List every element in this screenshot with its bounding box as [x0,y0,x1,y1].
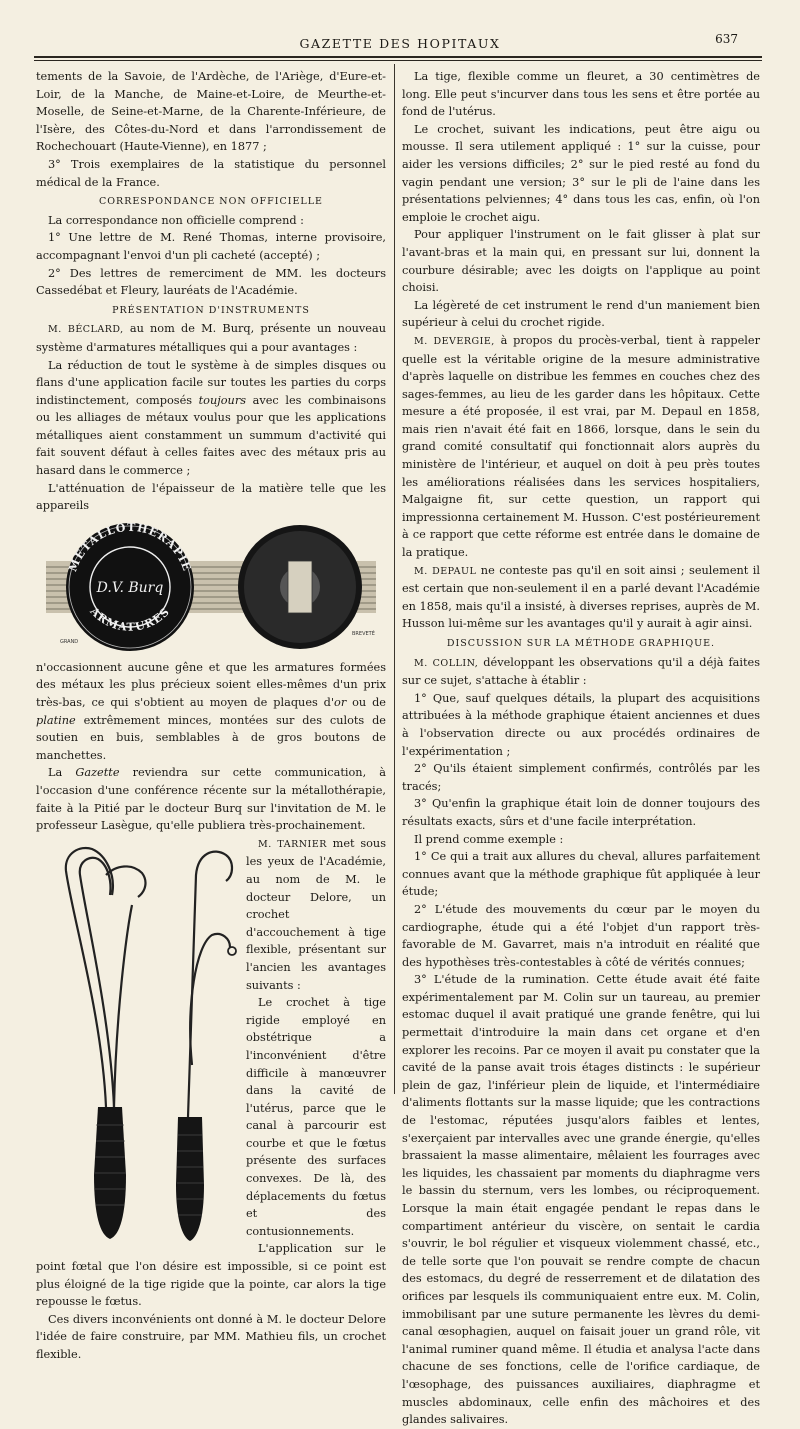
paragraph: La tige, flexible comme un fleuret, a 30 centimètres de long. Elle peut s'incurver dans tous les sens et être portée au fond de l'utérus. [402,70,760,119]
paragraph: 1° Une lettre de M. René Thomas, interne provisoire, accompagnant l'envoi d'un pli cacheté (accepté) ; [36,231,386,262]
medallion-center-text: D.V. Burq [96,579,164,596]
hook-section [36,835,386,1364]
paragraph: M. DEVERGIE, à propos du procès-verbal, tient à rappeler quelle est la véritable origine de la mesure administrative d'après laquelle on distribue les femmes en couches chez des sages-femmes, au lieu de les garder dans les hôpitaux. Cette mesure a été proposée, il est vrai, par M. Depaul en 1858, mais rien n'avait été fait en 1866, lorsque, dans le sein du grand comité consultatif qui fonctionnait alors auprès du ministère de l'intérieur, et auquel on doit à peu près toutes les améliorations réalisées dans les services hospitaliers, Malgaigne fit, sur cette question, un rapport qui impressionna certainement M. Husson. C'est postérieurement à ce rapport que cette réforme est entrée dans le domaine de la pratique. [402,333,760,560]
paragraph: Ces divers inconvénients ont donné à M. le docteur Delore l'idée de faire construire, par MM. Mathieu fils, un crochet flexible. [36,1312,386,1361]
disc-small-right: BREVETÉ [352,630,375,637]
paragraph: La réduction de tout le système à de simples disques ou flans d'une application facile sur toutes les parties du corps indistinctement, composés toujours avec les combinaisons ou les alliages de métaux voulus pour que les applications métalliques aient constamment un summum d'activité qui fait souvent défaut à celles faites avec des métaux pris au hasard dans le commerce ; [36,358,386,478]
speaker-name: M. DEPAUL [414,565,477,577]
paragraph: L'application sur le point fœtal que l'on désire est impossible, si ce point est plus éloigné de la tige rigide que la pointe, car alors la tige repousse le fœtus. [36,1242,386,1309]
paragraph: M. DEPAUL ne conteste pas qu'il en soit ainsi ; seulement il est certain que non-seulement il en a parlé devant l'Académie en 1858, mais qu'il a insisté, à diverses reprises, auprès de M. Husson lui-même sur les avantages qu'il y aurait à agir ainsi. [402,563,760,631]
paragraph: La Gazette reviendra sur cette communication, à l'occasion d'une conférence récente sur la métallothérapie, faite à la Pitié par le docteur Burq sur l'invitation de M. le professeur Lasègue, qu'elle publiera très-prochainement. [36,766,387,833]
page-number: 637 [715,32,738,46]
medallion-ring-top: METALLOTHERAPIE [66,520,194,574]
speaker-name: M. DEVERGIE, [414,335,495,347]
paragraph: 1° Ce qui a trait aux allures du cheval, allures parfaitement connues avant que la méthode graphique fût appliquée à leur étude; [402,850,760,899]
armature-disc-illustration [36,521,386,653]
paragraph: Le crochet, suivant les indications, peut être aigu ou mousse. Il sera utilement appliqué : 1° sur la cuisse, pour aider les versions difficiles; 2° sur le pied resté au fond du vagin pendant une version; 3° sur le pli de l'aine dans les présentations pelviennes; 4° dans tous les cas, enfin, où l'on emploie le crochet aigu. [402,122,760,224]
left-column [36,68,387,1361]
paragraph: n'occasionnent aucune gêne et que les armatures formées des métaux les plus précieux soient elles-mêmes d'un prix très-bas, ce qui s'obtient au moyen de plaques d'or ou de platine extrêmement minces, montées sur des culots de soutien en buis, semblables à de gros boutons de manchettes. [36,660,386,762]
section-title: CORRESPONDANCE NON OFFICIELLE [99,196,323,208]
disc-strap [288,561,312,613]
section-title: PRÉSENTATION D'INSTRUMENTS [112,304,310,316]
obstetric-hook-illustration [36,835,240,1247]
paragraph: La légèreté de cet instrument le rend d'un maniement bien supérieur à celui du crochet rigide. [402,298,760,330]
speaker-name: M. TARNIER [258,838,327,850]
section-title: DISCUSSION SUR LA MÉTHODE GRAPHIQUE. [446,638,716,649]
paragraph: 3° Trois exemplaires de la statistique du personnel médical de la France. [36,157,386,189]
paragraph: Pour appliquer l'instrument on le fait glisser à plat sur l'avant-bras et la main qui, en pressant sur lui, donnent la courbure désirable; avec les doigts on l'applique au point choisi. [402,228,760,295]
paragraph: 2° L'étude des mouvements du cœur par le moyen du cardiographe, étude qui a été l'objet d'un rapport très-favorable de M. Gavarret, mais n'a introduit en réalité que des hypothèses très-contestables à côté de vérités connues; [402,902,760,969]
paragraph: tements de la Savoie, de l'Ardèche, de l'Ariège, d'Eure-et-Loir, de la Manche, de Maine-et-Loire, de Meurthe-et-Moselle, de Seine-et-Marne, de la Charente-Inférieure, de l'Isère, des Côtes-du-Nord et dans l'arrondissement de Rochechouart (Haute-Vienne), en 1877 ; [36,70,386,154]
flexible-hook-left [66,848,146,1107]
paragraph: M. TARNIER met sous les yeux de l'Académie, au nom de M. le docteur Delore, un crochet d'accouchement à tige flexible, présentant sur l'ancien les avantages suivants : [246,836,386,992]
handle-right [176,1117,204,1241]
paragraph: M. BÉCLARD, au nom de M. Burq, présente un nouveau système d'armatures métalliques qui a pour avantages : [36,322,386,354]
paragraph: 1° Que, sauf quelques détails, la plupart des acquisitions attribuées à la méthode graphique étaient anciennes et dues à l'observation directe ou aux procédés ordinaires de l'expérimentation ; [402,691,760,758]
paragraph: 2° Des lettres de remerciment de MM. les docteurs Cassedébat et Fleury, lauréats de l'Académie. [36,266,386,298]
paragraph: 3° L'étude de la rumination. Cette étude avait été faite expérimentalement par M. Colin sur un taureau, au premier estomac duquel il avait pratiqué une grande fenêtre, qui lui permettait d'introduire la main dans cet organe et d'en explorer les recoins. Par ce moyen il avait pu constater que la cavité de la panse avait trois étages distincts : le supérieur plein de gaz, l'inférieur plein de liquide, et l'intermédiaire d'aliments flottants sur la masse liquide; que les contractions de l'estomac, réputées jusqu'alors faibles et lentes, s'exerçaient par intervalles avec une grande énergie, qu'elles brassaient la masse alimentaire, mêlaient les fourrages avec les liquides, les chassaient par moments du diaphragme vers le bassin du sternum, vers les lombes, ou réciproquement. Lorsque la main était engagée pendant le repas dans le compartiment antérieur du viscère, on sentait le cardia s'ouvrir, le bol régulier et visqueux violemment chassé, etc., de telle sorte que l'on pouvait se rendre compte de chacun des estomacs, du degré de resserrement et de dilatation des orifices par lesquels ils communiquaient entre eux. M. Colin, immobilisant par une suture permanente les lèvres du demi-canal œsophagien, auquel on faisait jouer un grand rôle, vit l'animal ruminer quand même. Il étudia et analysa l'acte dans chacune de ses fonctions, celle de l'orifice cardiaque, de l'œsophage, des puissances auxiliaires, diaphragme et muscles abdominaux, celle enfin des mâchoires et des glandes salivaires. [402,973,760,1427]
paragraph: Il prend comme exemple : [414,832,564,846]
column-divider [394,64,395,1094]
speaker-name: M. BÉCLARD, [48,324,124,336]
right-column [402,68,760,1427]
paragraph: M. COLLIN, développant les observations qu'il a déjà faites sur ce sujet, s'attache à établir : [402,655,760,688]
speaker-name: M. COLLIN, [414,657,479,669]
paragraph: 3° Qu'enfin la graphique était loin de donner toujours des résultats exacts, sûrs et d'une facile interprétation. [402,797,760,828]
header-rule-thick [34,56,762,58]
page-header-title: GAZETTE DES HOPITAUX [299,36,501,51]
paragraph: L'atténuation de l'épaisseur de la matière telle que les appareils [36,481,386,513]
paragraph: 2° Qu'ils étaient simplement confirmés, contrôlés par les tracés; [402,762,760,793]
paragraph: La correspondance non officielle comprend : [48,213,304,227]
paragraph: Le crochet à tige rigide employé en obstétrique a l'inconvénient d'être difficile à manœuvrer dans la cavité de l'utérus, parce que le canal à parcourir est courbe et que le fœtus présente des surfaces convexes. De là, des déplacements du fœtus et des contusionnements. [246,996,386,1238]
medallion-small-left: GRAND [60,638,79,645]
rigid-hook-right [188,851,232,1116]
medallion-ring-bottom: ARMATURES [87,604,173,634]
header-rule-thin [34,60,762,61]
